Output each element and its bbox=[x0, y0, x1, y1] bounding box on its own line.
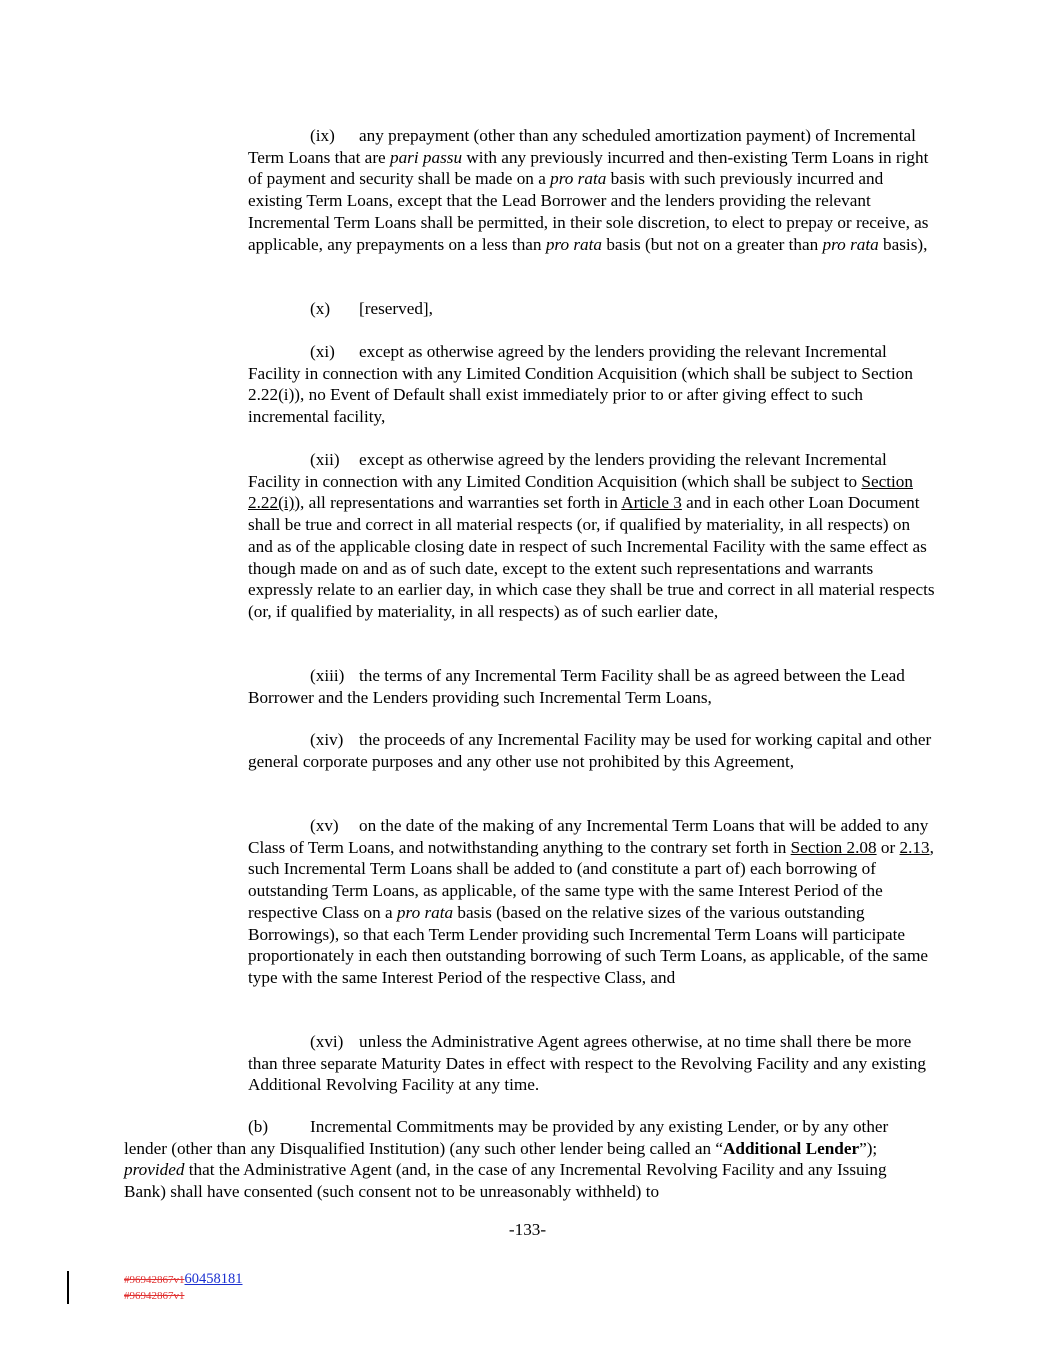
clause-xiv: (xiv) the proceeds of any Incremental Facility may be used for working capital and other general corporate purposes and any other use not prohibited by this Agreement, bbox=[248, 730, 932, 771]
page-number: -133- bbox=[508, 1220, 547, 1239]
deleted-doc-id-second: #96942867v1 bbox=[124, 1290, 185, 1302]
clause-xiii: (xiii) the terms of any Incremental Term Facility shall be as agreed between the Lead Borrower and the Lenders providing such Incremental Term Loans, bbox=[248, 666, 905, 707]
article-reference-link[interactable]: Article 3 bbox=[621, 493, 682, 513]
clause-xi: (xi) except as otherwise agreed by the lenders providing the relevant Incremental Facility in connection with any Limited Condition Acquisition (which shall be subject to Section 2.22(i)), no Event of Default shall exist immediately prior to or after giving effect to such incremental facility, bbox=[248, 342, 913, 427]
clause-xv: (xv) on the date of the making of any Incremental Term Loans that will be added to any Class of Term Loans, and notwithstanding anything to the contrary set forth in Section 2.08 or 2.13, such Incremental Term Loans shall be added to (and constitute a part of) each borrowing of outstanding Term Loans, as applicable, of the same type with the same Interest Period of the respective Class on a pro rata basis (based on the relative sizes of the various outstanding Borrowings), so that each Term Lender providing such Incremental Term Loans will participate proportionately in each then outstanding borrowing of such Term Loans, as applicable, of the same type with the same Interest Period of the respective Class, and bbox=[248, 816, 934, 987]
clause-label: (xi) bbox=[310, 342, 335, 361]
paragraph-label: (b) bbox=[248, 1117, 269, 1136]
clause-xii: (xii) except as otherwise agreed by the lenders providing the relevant Incremental Facility in connection with any Limited Condition Acquisition (which shall be subject to Section 2.22(i)), all representations and warranties set forth in Article 3 and in each other Loan Document shall be true and correct in all material respects (or, if qualified by materiality, in all respects) on and as of the applicable closing date in respect of such Incremental Facility with the same effect as though made on and as of such date, except to the extent such representations and warrants expressly relate to an earlier day, in which case they shall be true and correct in all material respects (or, if qualified by materiality, in all respects) as of such earlier date, bbox=[248, 450, 935, 621]
section-reference-link[interactable]: Section 2.22(i) bbox=[248, 471, 913, 513]
section-reference-link[interactable]: 2.13 bbox=[899, 837, 930, 857]
document-id bbox=[124, 1273, 243, 1287]
clause-label: (ix) bbox=[310, 126, 335, 145]
clause-label: (xvi) bbox=[310, 1032, 344, 1051]
defined-term: Additional Lender bbox=[722, 1138, 860, 1158]
clause-ix: (ix) any prepayment (other than any scheduled amortization payment) of Incremental Term Loans that are pari passu with any previously incurred and then-existing Term Loans in right of payment and security shall be made on a pro rata basis with such previously incurred and existing Term Loans, except that the Lead Borrower and the lenders providing the relevant Incremental Term Loans shall be permitted, in their sole discretion, to elect to prepay or receive, as applicable, any prepayments on a less than pro rata basis (but not on a greater than pro rata basis), bbox=[248, 126, 929, 254]
clause-label: (x) bbox=[310, 299, 331, 318]
clause-x: (x) [reserved], bbox=[310, 299, 433, 318]
clause-label: (xii) bbox=[310, 450, 340, 469]
clause-xvi: (xvi) unless the Administrative Agent agrees otherwise, at no time shall there be more than three separate Maturity Dates in effect with respect to the Revolving Facility and any existing Additional Revolving Facility at any time. bbox=[248, 1032, 926, 1095]
clause-label: (xiii) bbox=[310, 666, 345, 685]
inserted-doc-id: 60458181 bbox=[184, 1271, 243, 1287]
clause-label: (xiv) bbox=[310, 730, 344, 749]
clause-label: (xv) bbox=[310, 816, 339, 835]
deleted-doc-id: #96942867v1 bbox=[124, 1274, 185, 1286]
section-reference-link[interactable]: Section 2.08 bbox=[790, 837, 877, 857]
paragraph-b: (b) Incremental Commitments may be provided by any existing Lender, or by any other lender (other than any Disqualified Institution) (any such other lender being called an “Additional Lender”); provided that the Administrative Agent (and, in the case of any Incremental Revolving Facility and any Issuing Bank) shall have consented (such consent not to be unreasonably withheld) to bbox=[124, 1117, 889, 1202]
change-bar bbox=[67, 1271, 69, 1304]
